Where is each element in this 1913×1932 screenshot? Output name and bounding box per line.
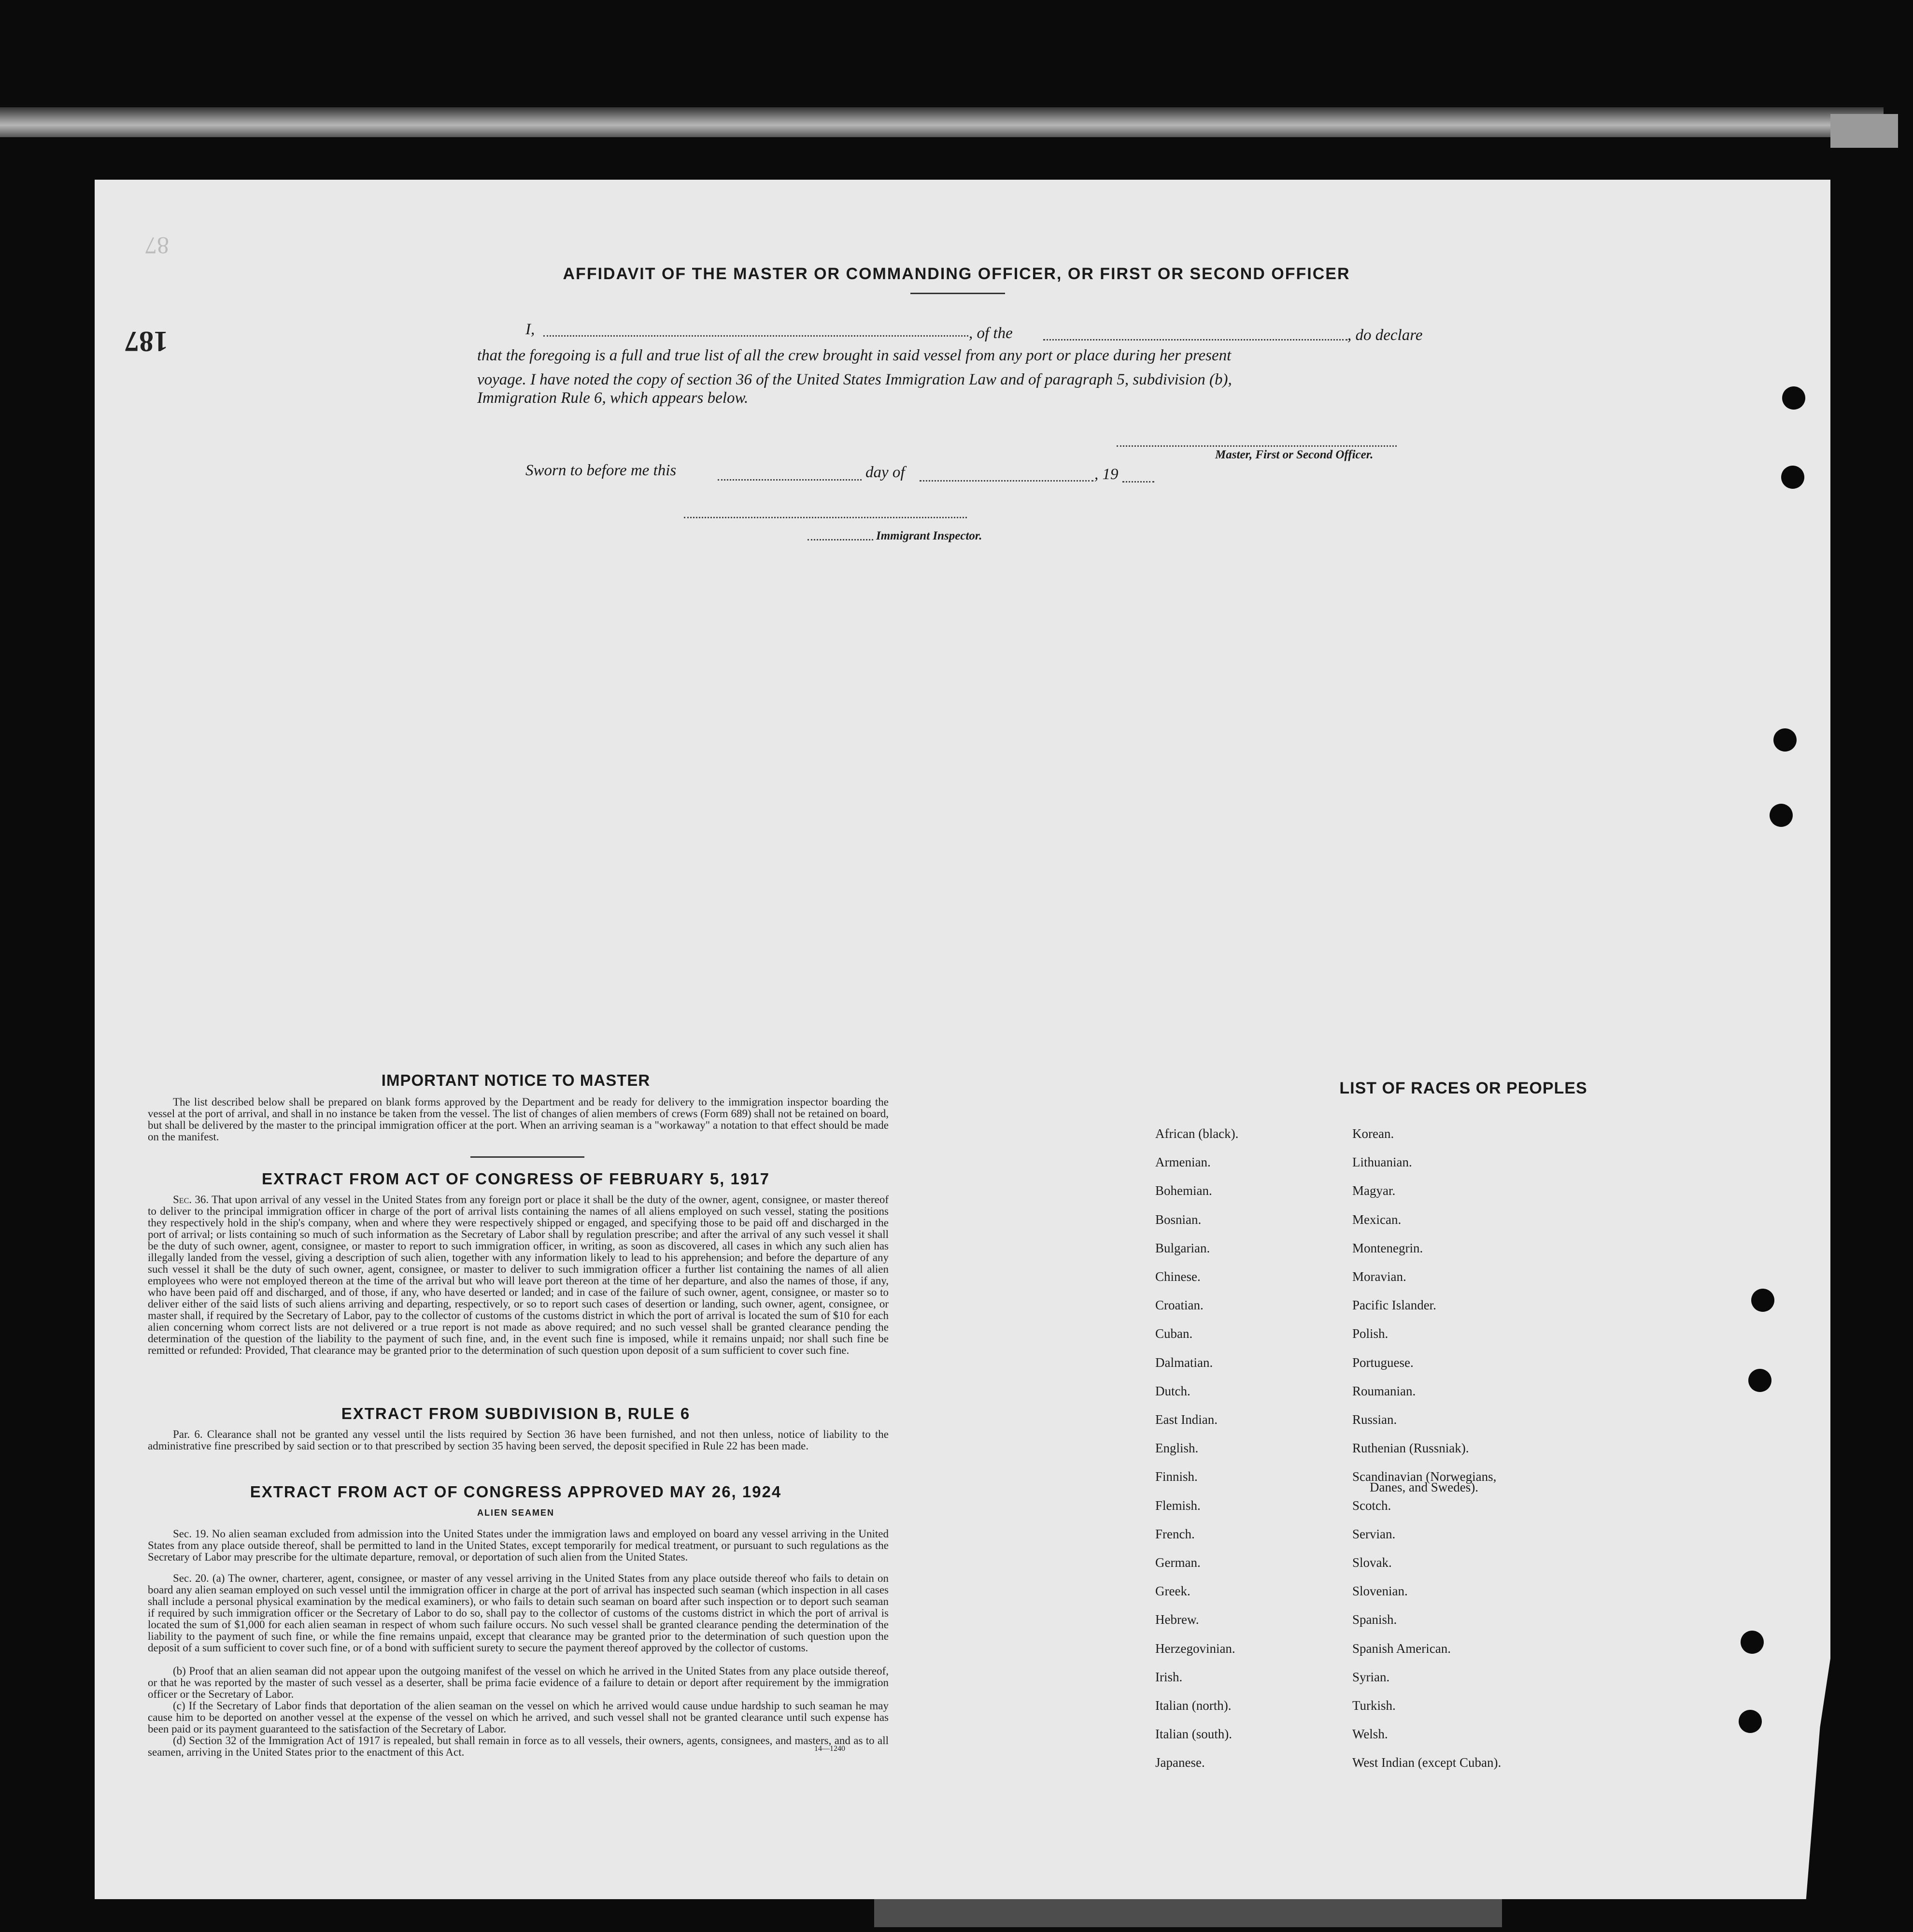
day-blank[interactable] [718,479,862,481]
race-item: Slovak. [1352,1555,1392,1570]
inspector-label: Immigrant Inspector. [876,529,982,542]
race-item: Croatian. [1155,1298,1204,1312]
race-item: Finnish. [1155,1469,1198,1484]
rule6-title: EXTRACT FROM SUBDIVISION B, RULE 6 [341,1405,691,1422]
affidavit-do-declare: , do declare [1347,327,1423,344]
rule6-body: Par. 6. Clearance shall not be granted any vessel until the lists required by Section 36 have been furnished, and not then unless, notice of liability to the administrative fine prescribed by said section or to that prescribed by section 35 having been served, the deposit specified in Rule 22 has been made. [148,1428,889,1452]
race-item: Lithuanian. [1352,1155,1412,1169]
name-blank[interactable] [543,335,968,337]
extract-1917-body [148,1194,889,1356]
punch-hole [1773,728,1797,752]
race-item: Herzegovinian. [1155,1641,1235,1656]
section-divider [470,1156,584,1158]
race-item: French. [1155,1527,1195,1541]
race-item: Hebrew. [1155,1612,1199,1627]
extract-1917-title: EXTRACT FROM ACT OF CONGRESS OF FEBRUARY 5, 1917 [262,1170,770,1188]
race-item: Ruthenian (Russniak). [1352,1441,1469,1455]
punch-hole [1741,1631,1764,1654]
alien-seamen-subtitle: ALIEN SEAMEN [477,1508,554,1518]
race-item: Portuguese. [1352,1355,1414,1370]
punch-hole [1739,1710,1762,1733]
race-item: Dalmatian. [1155,1355,1213,1370]
signer-label: Master, First or Second Officer. [1215,448,1374,461]
race-item: Montenegrin. [1352,1241,1423,1255]
punch-hole [1748,1369,1771,1392]
race-item: Spanish. [1352,1612,1397,1627]
title-underline [910,293,1005,294]
race-item: Bulgarian. [1155,1241,1210,1255]
affidavit-text-line: that the foregoing is a full and true list of all the crew brought in said vessel from any port or place during her present [477,347,1232,364]
form-number: 14—1240 [814,1745,845,1753]
inspector-prefix-blank[interactable] [808,539,873,540]
punch-hole [1782,386,1805,410]
sec-36-text: That upon arrival of any vessel in the United States from any foreign port or place it shall be the duty of the owner, agent, consignee, or master thereof to deliver to the principal immigration officer in charge of the port of arrival lists containing the names of all aliens employed on such vessel, stating the positions they respectively hold in the ship's company, when and where they were respectively shipped or engaged, and specifying those to be paid off and discharged in the port of arrival; or lists containing so much of such information as the Secretary of Labor shall by regulation prescribe; and after the arrival of any such vessel it shall be the duty of such owner, agent, consignee, or master to report to such immigration officer, in writing, as soon as discovered, all cases in which any such alien has illegally landed from the vessel, giving a description of such alien, together with any information likely to lead to his apprehension; and before the departure of any such vessel it shall be the duty of such owner, agent, consignee, or master to deliver to such immigration officer a further list containing the names of all alien employees who were not employed thereon at the time of the arrival but who will leave port thereon at the time of her departure, and also the names of those, if any, who have been paid off and discharged, and of those, if any, who have deserted or landed; and in case of the failure of such owner, agent, consignee, or master so to deliver either of the said lists of such aliens arriving and departing, respectively, or so to report such cases of desertion or landing, such owner, agent, consignee, or master shall, if required by the Secretary of Labor, pay to the collector of customs of the customs district in which the port of arrival is located the sum of $10 for each alien concerning whom correct lists are not delivered or a true report is not made as above required; and no such vessel shall be granted clearance pending the determination of the question of the liability to the payment of such fine, and, in the event such fine is imposed, while it remains unpaid; nor shall such fine be remitted or refunded: Provided, That clearance may be granted prior to the determination of such question upon deposit of a sum sufficient to cover such fine. [148,1193,889,1356]
day-of-label: day of [865,464,905,481]
vessel-blank[interactable] [1043,339,1347,341]
sec-36-label: Sec. 36. [173,1193,209,1206]
race-item: Scandinavian (Norwegians, [1352,1469,1497,1484]
scanner-edge-bar [0,107,1884,137]
race-item: Russian. [1352,1412,1397,1427]
race-item: Pacific Islander. [1352,1298,1436,1312]
sec-20a-body: Sec. 20. (a) The owner, charterer, agent, consignee, or master of any vessel arriving in the United States from any place outside thereof who fails to detain on board any alien seaman employed on such vessel until the immigration officer in charge at the port of arrival has inspected such seaman (which inspection in all cases shall include a personal physical examination by the medical examiners), or who fails to detain such seaman on board after such inspection or to deport such seaman if required by such immigration officer or the Secretary of Labor to do so, shall pay to the collector of customs of the customs district in which the port of arrival is located the sum of $1,000 for each alien seaman in respect of whom such failure occurs. No such vessel shall be granted clearance pending the determination of the liability to the payment of such fine, or while the fine remains unpaid, except that clearance may be granted prior to the determination of such question upon the deposit of a sum sufficient to cover such fine, or of a bond with sufficient surety to secure the payment thereof approved by the collector of customs. [148,1572,889,1654]
punch-hole [1751,1289,1774,1312]
race-item-continuation: Danes, and Swedes). [1370,1480,1478,1494]
race-item: Syrian. [1352,1670,1390,1684]
month-blank[interactable] [920,480,1093,482]
affidavit-text-line: Immigration Rule 6, which appears below. [477,389,749,407]
signature-blank[interactable] [1117,445,1397,447]
race-item: Roumanian. [1352,1384,1416,1398]
race-item: Scotch. [1352,1498,1391,1513]
race-item: Slovenian. [1352,1584,1408,1598]
margin-page-number: 187 [125,326,168,357]
race-item: Greek. [1155,1584,1190,1598]
race-item: Turkish. [1352,1698,1396,1713]
race-item: Cuban. [1155,1326,1193,1341]
race-item: English. [1155,1441,1199,1455]
race-item: West Indian (except Cuban). [1352,1755,1502,1770]
sworn-label: Sworn to before me this [525,462,677,479]
race-item: Welsh. [1352,1727,1388,1741]
sec-20c-body: (c) If the Secretary of Labor finds that deportation of the alien seaman on the vessel on which he arrived would cause undue hardship to such seaman he may cause him to be deported on another vessel at the expense of the vessel on which he arrived, and such vessel shall not be granted clearance until such expense has been paid or its payment guaranteed to the satisfaction of the Secretary of Labor. [148,1700,889,1735]
punch-hole [1770,804,1793,827]
race-item: Chinese. [1155,1269,1201,1284]
affidavit-i-label: I, [525,321,535,338]
affidavit-title: AFFIDAVIT OF THE MASTER OR COMMANDING OFFICER, OR FIRST OR SECOND OFFICER [563,265,1350,283]
race-item: Moravian. [1352,1269,1406,1284]
scanner-edge-bar [1830,114,1898,148]
race-item: Mexican. [1352,1212,1402,1227]
race-item: Italian (north). [1155,1698,1232,1713]
race-item: Polish. [1352,1326,1389,1341]
race-item: Flemish. [1155,1498,1201,1513]
affidavit-of-the: , of the [969,325,1013,342]
punch-hole [1781,466,1804,489]
race-item: African (black). [1155,1126,1239,1141]
race-item: Italian (south). [1155,1727,1232,1741]
sec-20d-body: (d) Section 32 of the Immigration Act of 1917 is repealed, but shall remain in force as to all vessels, their owners, agents, consignees, and masters, and as to all seamen, arriving in the United States prior to the enactment of this Act. [148,1734,889,1758]
race-item: Servian. [1352,1527,1396,1541]
race-item: Dutch. [1155,1384,1190,1398]
year-label: , 19 [1094,466,1119,483]
race-item: German. [1155,1555,1201,1570]
races-title: LIST OF RACES OR PEOPLES [1339,1079,1587,1097]
extract-1924-title: EXTRACT FROM ACT OF CONGRESS APPROVED MAY 26, 1924 [250,1483,782,1501]
race-item: Bosnian. [1155,1212,1202,1227]
scanner-edge-bar [874,1898,1502,1927]
race-item: Bohemian. [1155,1183,1212,1198]
sec-20b-body: (b) Proof that an alien seaman did not appear upon the outgoing manifest of the vessel on which he arrived in the United States from any place outside thereof, or that he was reported by the master of such vessel as a deserter, shall be prima facie evidence of a failure to detain or deport after requirement by the immigration officer or the Secretary of Labor. [148,1665,889,1700]
affidavit-text-line: voyage. I have noted the copy of section 36 of the United States Immigration Law and of paragraph 5, subdivision (b), [477,371,1232,388]
race-item: East Indian. [1155,1412,1218,1427]
race-item: Japanese. [1155,1755,1205,1770]
race-item: Korean. [1352,1126,1394,1141]
race-item: Irish. [1155,1670,1183,1684]
race-item: Magyar. [1352,1183,1396,1198]
notice-body: The list described below shall be prepared on blank forms approved by the Department and be ready for delivery to the immigration inspector boarding the vessel at the port of arrival, and shall in no instance be taken from the vessel. The list of changes of alien members of crews (Form 689) shall not be retained on board, but shall be delivered by the master to the principal immigration officer at the port. When an arriving seaman is a "workaway" a notation to that effect should be made on the manifest. [148,1096,889,1143]
inspector-signature-blank[interactable] [684,517,967,518]
race-item: Spanish American. [1352,1641,1451,1656]
notice-title: IMPORTANT NOTICE TO MASTER [381,1071,651,1089]
sec-19-body: Sec. 19. No alien seaman excluded from admission into the United States under the immigration laws and employed on board any vessel arriving in the United States from any place outside thereof, shall be permitted to land in the United States, except temporarily for medical treatment, or pursuant to such regulations as the Secretary of Labor may prescribe for the ultimate departure, removal, or deportation of such alien from the United States. [148,1528,889,1563]
race-item: Armenian. [1155,1155,1211,1169]
ghost-page-number: 87 [145,232,169,259]
year-blank[interactable] [1122,481,1154,483]
